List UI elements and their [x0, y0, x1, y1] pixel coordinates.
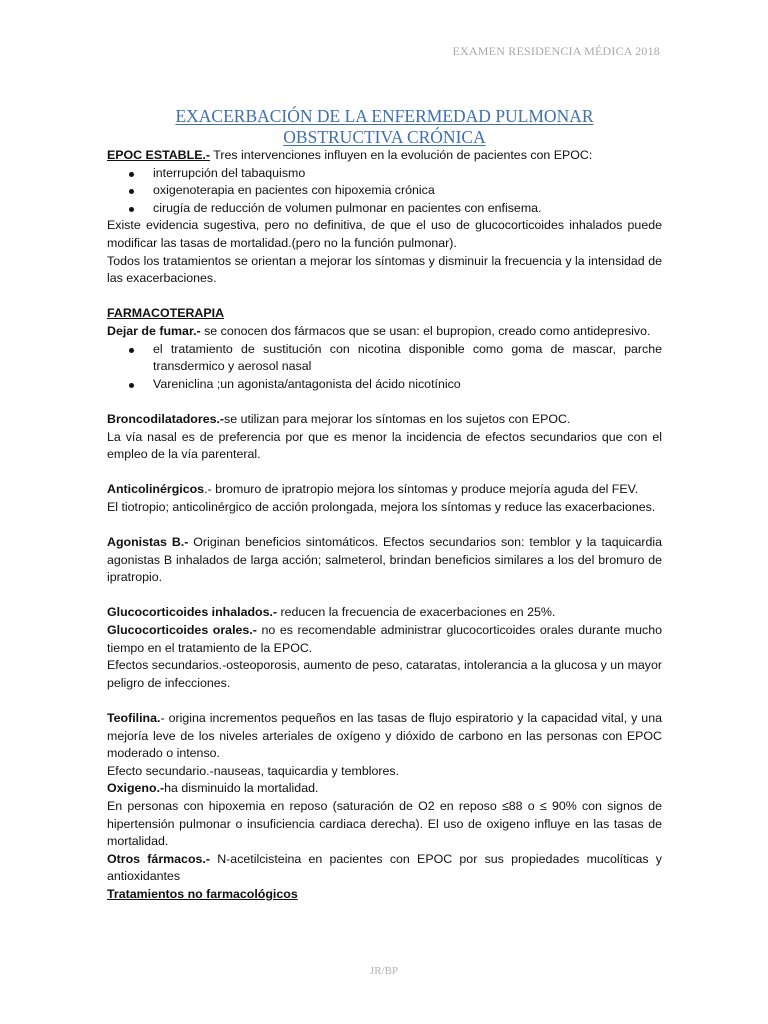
teofilina-label: Teofilina.: [107, 711, 161, 725]
epoc-estable-intro: Tres intervenciones influyen en la evolución de pacientes con EPOC:: [210, 148, 593, 162]
bullet-icon: [129, 189, 134, 194]
oxigeno-label: Oxigeno.-: [107, 781, 165, 796]
efecto-secundario-paragraph: Efecto secundario.-nauseas, taquicardia y temblores.: [107, 763, 400, 778]
teofilina-paragraph: Teofilina.- origina incrementos pequeños en las tasas de flujo espiratorio y la capacidad vital, y una mejoría leve de los niveles arteriales de oxígeno y dióxido de carbono en las personas con EPOC moderado o intenso.: [107, 711, 662, 761]
list-item: oxigenoterapia en pacientes con hipoxemia crónica: [107, 182, 662, 200]
otros-farmacos-paragraph: Otros fármacos.- N-acetilcisteina en pacientes con EPOC por sus propiedades mucolíticas y antioxidantes: [107, 851, 662, 884]
title-line-1: EXACERBACIÓN DE LA ENFERMEDAD PULMONAR: [175, 106, 594, 126]
dejar-de-fumar-label: Dejar de fumar.-: [107, 323, 201, 338]
document-title: [107, 106, 662, 148]
via-nasal-paragraph: La vía nasal es de preferencia por que es menor la incidencia de efectos secundarios que con el empleo de la vía parenteral.: [107, 429, 662, 462]
bullet-icon: [129, 383, 134, 388]
efectos-secundarios-paragraph: Efectos secundarios.-osteoporosis, aumento de peso, cataratas, intolerancia a la glucosa y un mayor peligro de infecciones.: [107, 658, 662, 690]
tiotropio-paragraph: El tiotropio; anticolinérgico de acción prolongada, mejora los síntomas y reduce las exacerbaciones.: [107, 499, 656, 514]
list-item: el tratamiento de sustitución con nicotina disponible como goma de mascar, parche transdermico y aerosol nasal: [107, 341, 662, 376]
smoking-cessation-list: [107, 341, 662, 394]
evidence-paragraph: Existe evidencia sugestiva, pero no definitiva, de que el uso de glucocorticoides inhalados puede modificar las tasas de mortalidad.(pero no la función pulmonar).: [107, 218, 662, 250]
oxigeno-paragraph: Oxigeno.-ha disminuido la mortalidad.: [107, 781, 319, 796]
title-line-2: OBSTRUCTIVA CRÓNICA: [283, 127, 486, 147]
broncodilatadores-paragraph: Broncodilatadores.-se utilizan para mejorar los síntomas en los sujetos con EPOC.: [107, 411, 571, 426]
page-header: EXAMEN RESIDENCIA MÉDICA 2018: [452, 44, 660, 58]
anticolinergicos-label: Anticolinérgicos: [107, 482, 205, 497]
bullet-icon: [129, 207, 134, 212]
epoc-interventions-list: [107, 165, 662, 218]
treatments-paragraph: Todos los tratamientos se orientan a mejorar los síntomas y disminuir la frecuencia y la intensidad de las exacerbaciones.: [107, 253, 662, 286]
gluco-orales-label: Glucocorticoides orales.-: [107, 623, 257, 638]
agonistas-paragraph: Agonistas B.- Originan beneficios sintomáticos. Efectos secundarios son: temblor y la taquicardia agonistas B inhalados de larga acción; salmeterol, brindan beneficios similares a los del bromuro de ipratropio.: [107, 535, 663, 585]
anticolinergicos-paragraph: Anticolinérgicos.- bromuro de ipratropio mejora los síntomas y produce mejoría aguda del FEV.: [107, 482, 639, 497]
dejar-de-fumar-paragraph: Dejar de fumar.- se conocen dos fármacos que se usan: el bupropion, creado como antidepresivo.: [107, 323, 651, 338]
no-farmacologicos-heading: Tratamientos no farmacológicos: [107, 886, 298, 901]
bullet-icon: [129, 348, 134, 353]
agonistas-label: Agonistas B.-: [107, 535, 189, 550]
gluco-inhalados-label: Glucocorticoides inhalados.-: [107, 605, 278, 620]
list-item: cirugía de reducción de volumen pulmonar en pacientes con enfisema.: [107, 200, 662, 218]
page-footer: JR/BP: [369, 965, 399, 977]
list-item: interrupción del tabaquismo: [107, 165, 662, 183]
document-body: [107, 147, 662, 904]
broncodilatadores-label: Broncodilatadores.-: [107, 411, 225, 426]
bullet-icon: [129, 172, 134, 177]
farmacoterapia-heading: FARMACOTERAPIA: [107, 306, 225, 321]
gluco-orales-paragraph: Glucocorticoides orales.- no es recomendable administrar glucocorticoides orales durante mucho tiempo en el tratamiento de la EPOC.: [107, 623, 662, 655]
hipoxemia-paragraph: En personas con hipoxemia en reposo (saturación de O2 en reposo ≤88 o ≤ 90% con signos de hipertensión pulmonar o insuficiencia cardiaca derecha). El uso de oxigeno influye en las tasas de mortalidad.: [107, 798, 662, 849]
list-item: Vareniclina ;un agonista/antagonista del ácido nicotínico: [107, 376, 662, 394]
gluco-inhalados-paragraph: Glucocorticoides inhalados.- reducen la frecuencia de exacerbaciones en 25%.: [107, 605, 556, 620]
epoc-estable-label: EPOC ESTABLE.-: [107, 148, 211, 162]
epoc-estable-paragraph: [107, 147, 662, 165]
otros-farmacos-label: Otros fármacos.-: [107, 851, 210, 866]
